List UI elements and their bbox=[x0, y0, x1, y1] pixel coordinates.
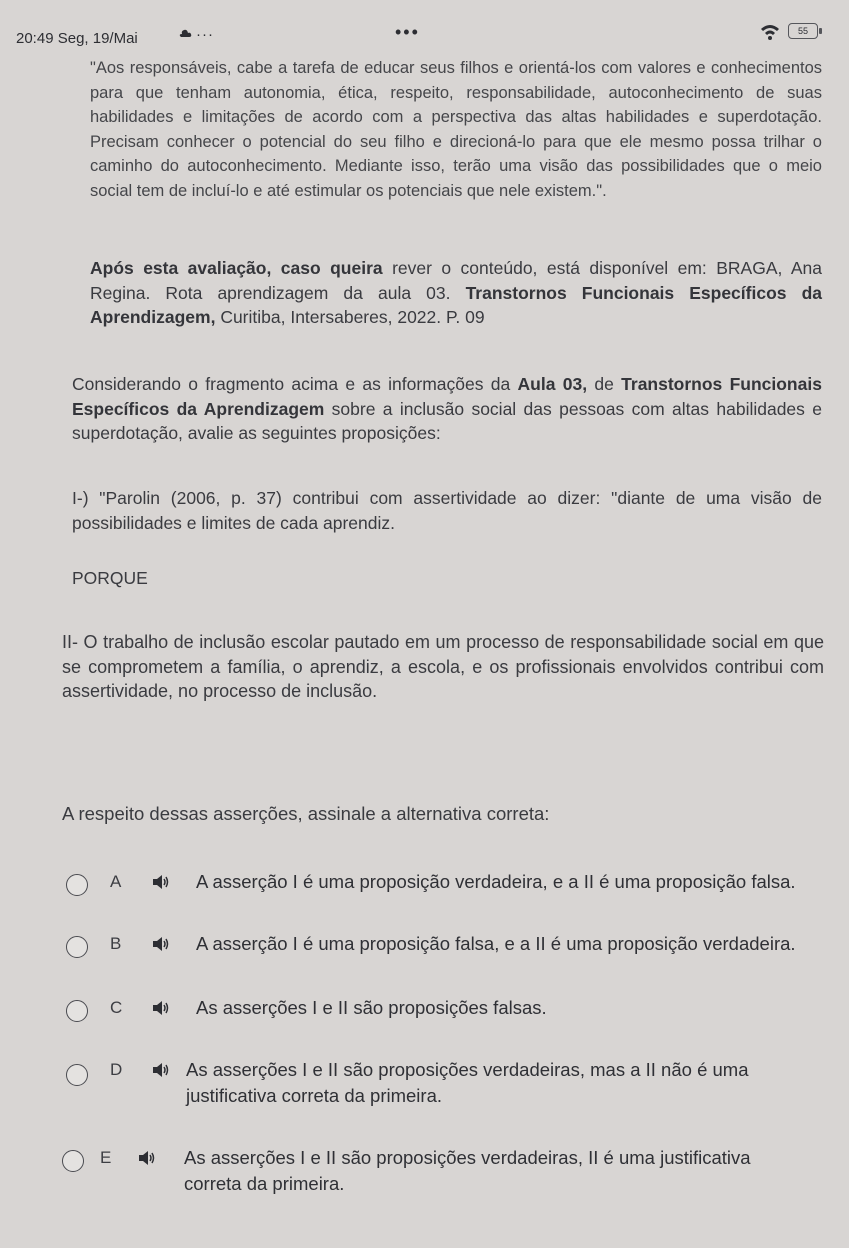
porque-label: PORQUE bbox=[72, 568, 148, 588]
option-c[interactable] bbox=[60, 994, 830, 1054]
speaker-icon[interactable] bbox=[152, 1000, 170, 1016]
option-letter: B bbox=[110, 934, 122, 953]
option-letter: C bbox=[110, 998, 123, 1017]
radio-button[interactable] bbox=[66, 1000, 88, 1022]
option-text: As asserções I e II são proposições falsas. bbox=[196, 997, 547, 1018]
speaker-icon[interactable] bbox=[152, 874, 170, 890]
more-notifications-icon: ··· bbox=[196, 26, 214, 43]
status-bar bbox=[0, 0, 849, 46]
reference-paragraph bbox=[90, 256, 822, 330]
lesson-bold: Aula 03, bbox=[517, 374, 588, 394]
option-letter: D bbox=[110, 1060, 123, 1079]
assertion-one: I-) "Parolin (2006, p. 37) contribui com assertividade ao dizer: "diante de uma visão de possibilidades e limites de cada aprendiz. bbox=[72, 488, 822, 533]
cloud-icon bbox=[178, 28, 192, 38]
status-time: 20:49 Seg, 19/Mai bbox=[16, 30, 138, 47]
speaker-icon[interactable] bbox=[152, 936, 170, 952]
instruction-paragraph: Considerando o fragmento acima e as informações da Aula 03, de Transtornos Funcionais Específicos da Aprendizagem sobre a inclusão social das pessoas com altas habilidades e superdotação, avalie as seguintes proposições: bbox=[72, 374, 822, 443]
battery-icon: 55 bbox=[788, 23, 818, 39]
option-letter: E bbox=[100, 1148, 112, 1167]
option-text: A asserção I é uma proposição falsa, e a II é uma proposição verdadeira. bbox=[196, 933, 796, 954]
option-a[interactable] bbox=[60, 868, 830, 928]
option-d[interactable] bbox=[60, 1056, 830, 1126]
assertion-two: II- O trabalho de inclusão escolar pautado em um processo de responsabilidade social em que se comprometem a família, o aprendiz, a escola, e os profissionais envolvidos contribui com assertividade, no processo de inclusão. bbox=[62, 632, 824, 701]
option-text: As asserções I e II são proposições verdadeiras, II é uma justificativa correta da primeira. bbox=[184, 1147, 751, 1194]
quote-paragraph: "Aos responsáveis, cabe a tarefa de educar seus filhos e orientá-los com valores e conhecimentos para que tenham autonomia, ética, respeito, responsabilidade, autoconhecimento de suas habilidades e limitações de acordo com a perspectiva das altas habilidades e superdotação. Precisam conhecer o potencial do seu filho e direcioná-lo para que ele mesmo possa trilhar o caminho do autoconhecimento. Mediante isso, terão uma visão das possibilidades que o meio social tem de incluí-lo e até estimular os potenciais que nele existem.". bbox=[90, 59, 822, 200]
radio-button[interactable] bbox=[66, 874, 88, 896]
option-text: As asserções I e II são proposições verdadeiras, mas a II não é uma justificativa correta da primeira. bbox=[186, 1059, 749, 1106]
option-letter: A bbox=[110, 872, 122, 891]
speaker-icon[interactable] bbox=[152, 1062, 170, 1078]
course-bold: Transtornos Funcionais Específicos da Aprendizagem bbox=[72, 374, 822, 419]
reference-title: Transtornos Funcionais Específicos da Aprendizagem, bbox=[90, 282, 822, 327]
reference-bold: Após esta avaliação, caso queira bbox=[90, 258, 383, 278]
wifi-icon bbox=[760, 24, 780, 40]
question-prompt: A respeito dessas asserções, assinale a alternativa correta: bbox=[62, 803, 550, 824]
handle-dots-icon[interactable]: ••• bbox=[395, 22, 420, 42]
status-date: Seg, 19/Mai bbox=[57, 30, 138, 47]
speaker-icon[interactable] bbox=[138, 1150, 156, 1166]
reference-text: rever o conteúdo, está disponível em: BRAGA, Ana Regina. Rota aprendizagem da aula 03. bbox=[90, 258, 822, 303]
radio-button[interactable] bbox=[66, 936, 88, 958]
radio-button[interactable] bbox=[66, 1064, 88, 1086]
reference-source: Curitiba, Intersaberes, 2022. P. 09 bbox=[215, 307, 485, 327]
option-text: A asserção I é uma proposição verdadeira, e a II é uma proposição falsa. bbox=[196, 871, 796, 892]
option-b[interactable] bbox=[60, 930, 830, 990]
option-e[interactable] bbox=[60, 1144, 830, 1214]
radio-button[interactable] bbox=[62, 1150, 84, 1172]
